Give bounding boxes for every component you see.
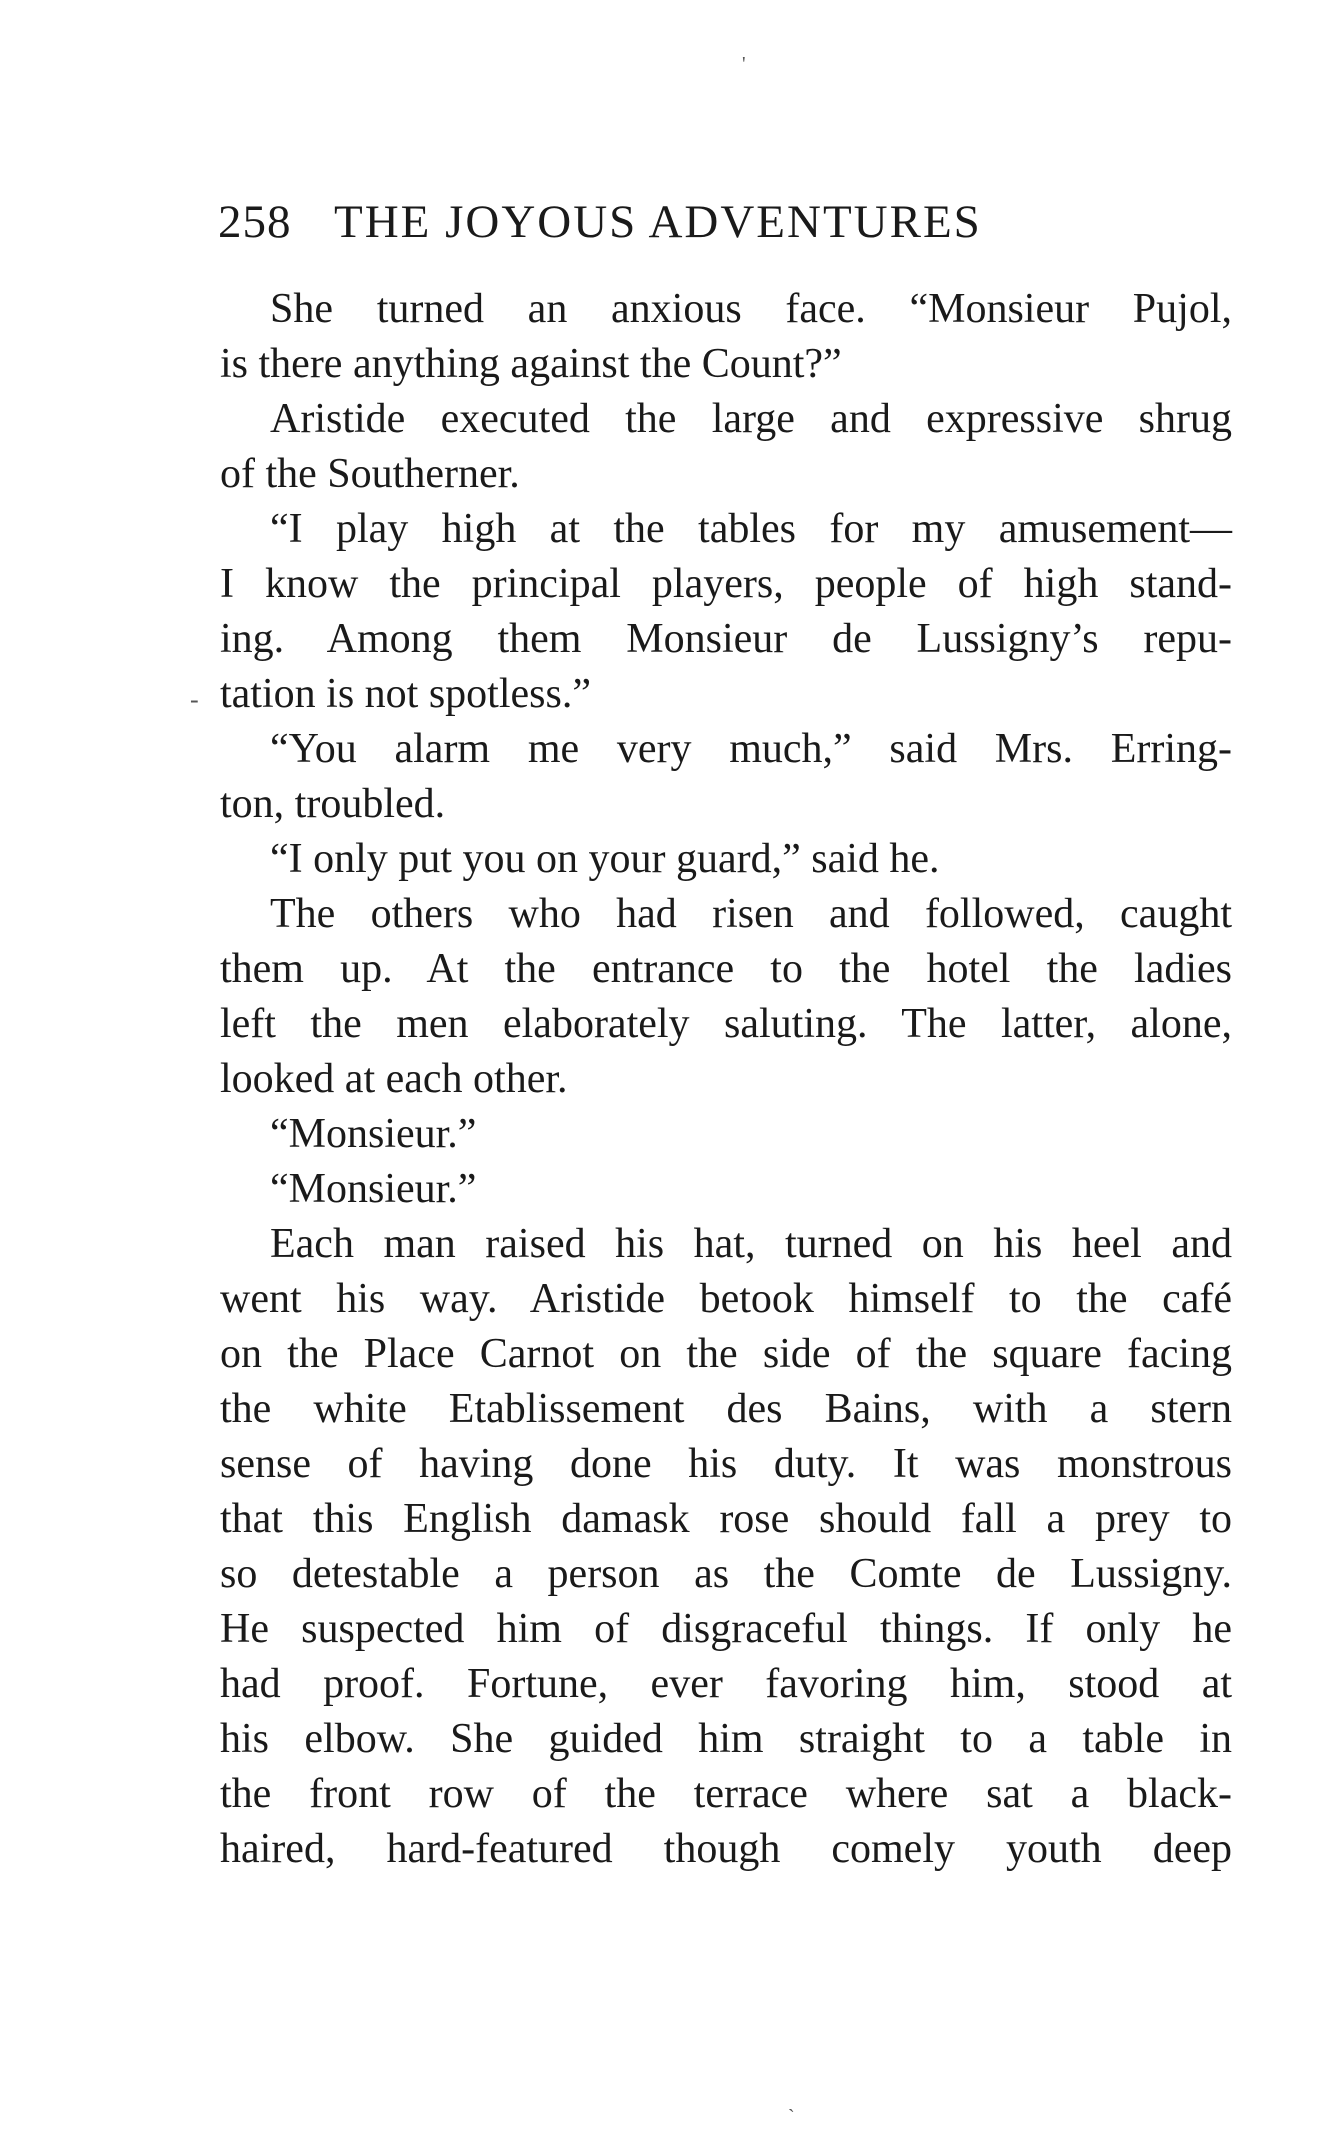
text-line: Each man raised his hat, turned on his heel and [270,1221,1232,1267]
text-line: his elbow. She guided him straight to a table in [220,1716,1232,1762]
text-line: looked at each other. [220,1056,568,1102]
running-head [218,190,1233,254]
text-line: Aristide executed the large and expressive shrug [270,396,1232,442]
text-line: on the Place Carnot on the side of the square facing [220,1331,1232,1377]
text-line: had proof. Fortune, ever favoring him, stood at [220,1661,1232,1707]
text-line: “I only put you on your guard,” said he. [270,836,940,882]
text-line: haired, hard-featured though comely youth deep [220,1826,1232,1872]
text-line: The others who had risen and followed, caught [270,891,1232,937]
text-line: is there anything against the Count?” [220,341,842,387]
top-print-mark: ' [742,53,746,75]
text-line: tation is not spotless.” [220,671,591,717]
text-line: “Monsieur.” [270,1166,477,1212]
text-line: ing. Among them Monsieur de Lussigny’s repu- [220,616,1232,662]
text-line: I know the principal players, people of high stand- [220,561,1232,607]
text-line: so detestable a person as the Comte de Lussigny. [220,1551,1232,1597]
running-title: THE JOYOUS ADVENTURES [334,196,982,248]
margin-print-mark: - [190,685,199,714]
text-line: “I play high at the tables for my amusement— [270,506,1232,552]
text-line: sense of having done his duty. It was monstrous [220,1441,1232,1487]
bottom-print-mark: ` [788,2106,795,2128]
text-line: left the men elaborately saluting. The latter, alone, [220,1001,1232,1047]
page-number: 258 [218,196,292,248]
text-line: went his way. Aristide betook himself to the café [220,1276,1232,1322]
text-line: “Monsieur.” [270,1111,477,1157]
text-line: them up. At the entrance to the hotel the ladies [220,946,1232,992]
text-line: “You alarm me very much,” said Mrs. Erring- [270,726,1232,772]
text-line: the front row of the terrace where sat a black- [220,1771,1232,1817]
text-line: He suspected him of disgraceful things. If only he [220,1606,1232,1652]
text-line: She turned an anxious face. “Monsieur Pujol, [270,286,1232,332]
body-text [220,282,1232,1877]
text-line: of the Southerner. [220,451,520,497]
text-line: the white Etablissement des Bains, with a stern [220,1386,1232,1432]
text-line: that this English damask rose should fall a prey to [220,1496,1232,1542]
text-line: ton, troubled. [220,781,446,827]
